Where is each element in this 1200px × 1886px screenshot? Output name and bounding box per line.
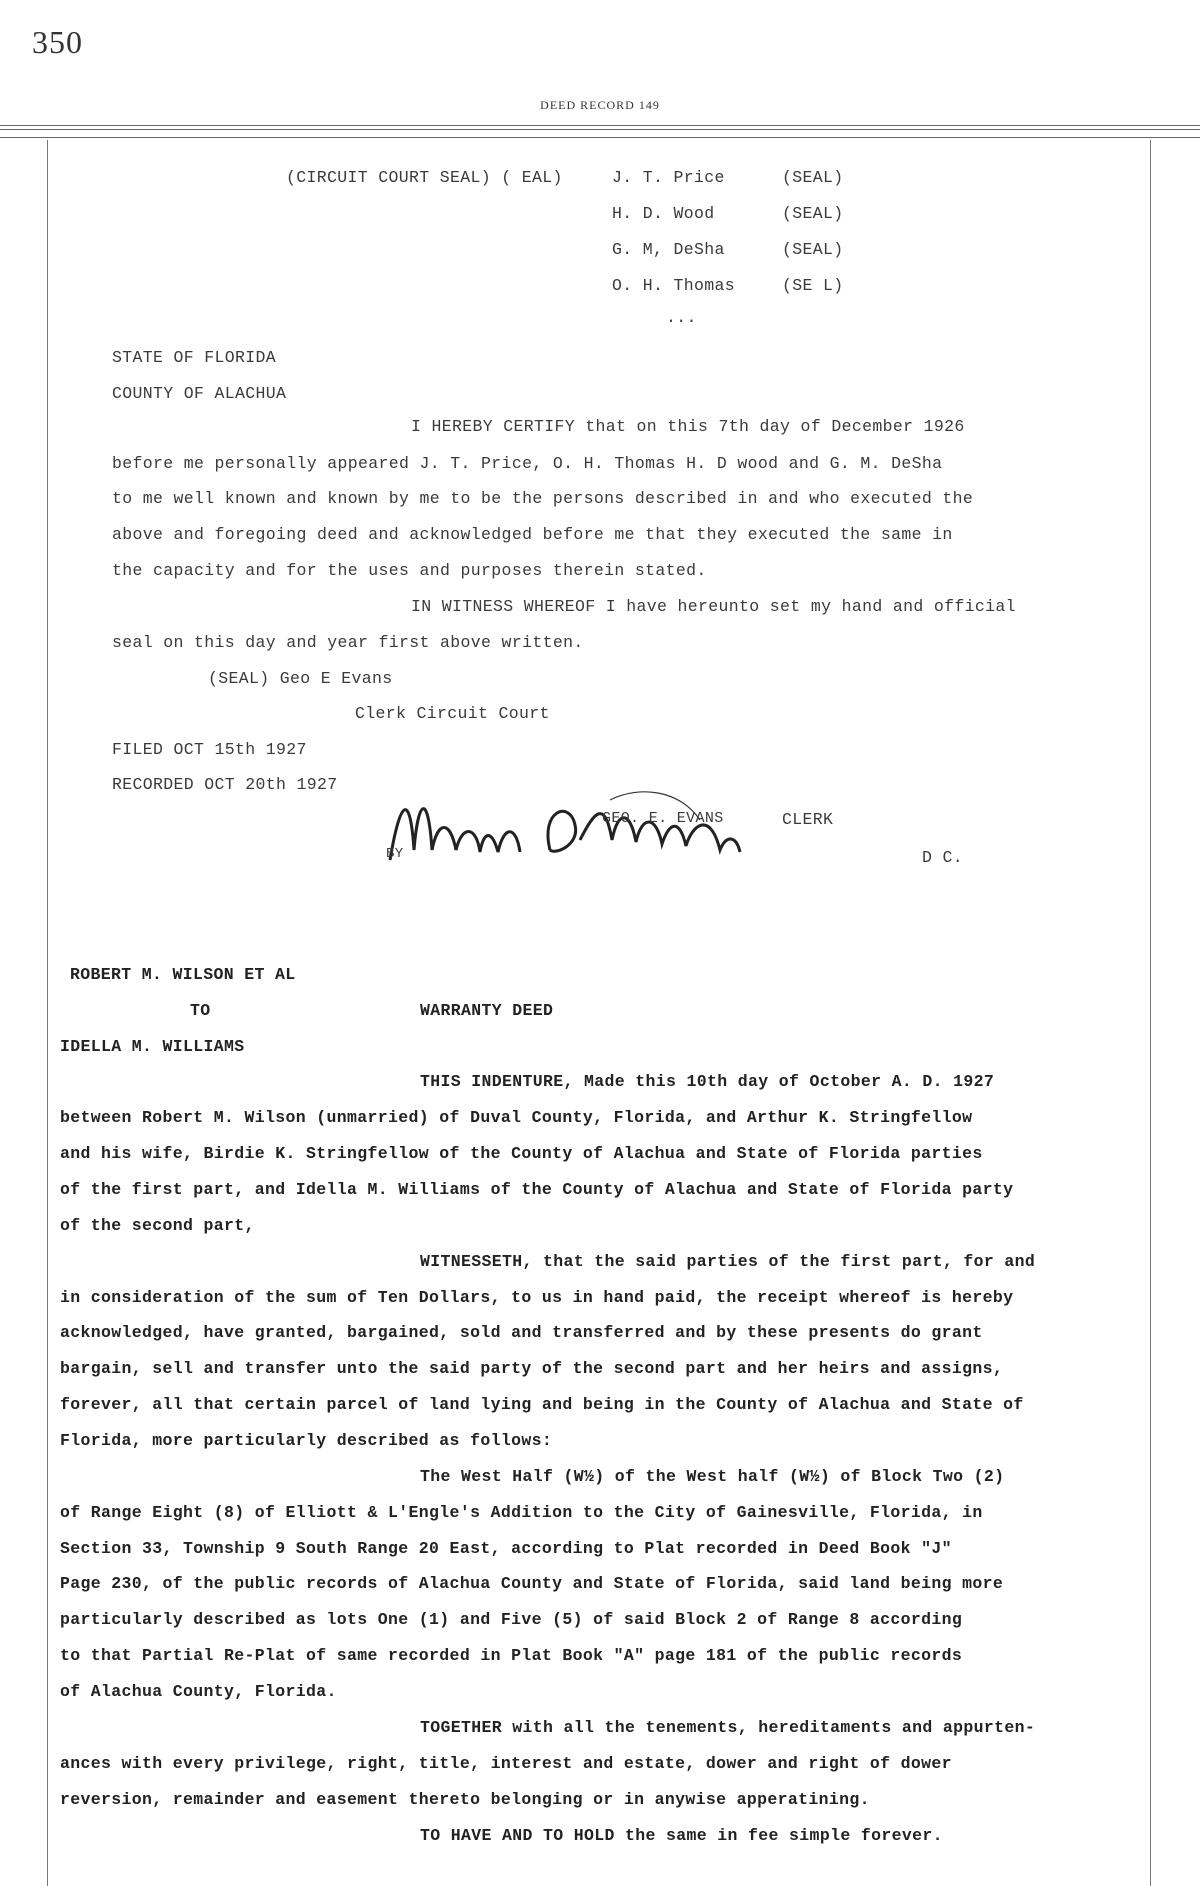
header-rule-top <box>0 125 1200 126</box>
ellipsis: ... <box>666 308 697 327</box>
deed-type: WARRANTY DEED <box>420 1001 554 1020</box>
deed-line: of Range Eight (8) of Elliott & L'Engle's Addition to the City of Gainesville, Florida, in <box>60 1503 983 1522</box>
signer-seal: (SEAL) <box>782 204 844 223</box>
deed-line: forever, all that certain parcel of land lying and being in the County of Alachua and State of <box>60 1395 1024 1414</box>
ack-line: above and foregoing deed and acknowledged before me that they executed the same in <box>112 525 953 544</box>
deed-line: TOGETHER with all the tenements, hereditaments and appurten- <box>420 1718 1036 1737</box>
deed-line: reversion, remainder and easement thereto belonging or in anywise apperatining. <box>60 1790 870 1809</box>
signer-name: G. M, DeSha <box>612 240 725 259</box>
page-number: 350 <box>32 24 83 60</box>
county-heading: COUNTY OF ALACHUA <box>112 384 287 403</box>
handwritten-signature <box>380 780 800 890</box>
deed-line: The West Half (W½) of the West half (W½) of Block Two (2) <box>420 1467 1005 1486</box>
deed-line: of Alachua County, Florida. <box>60 1682 337 1701</box>
deputy-clerk: D C. <box>922 848 964 867</box>
header-rule-bottom <box>0 129 1200 130</box>
ack-line: seal on this day and year first above written. <box>112 633 584 652</box>
clerk-role: CLERK <box>782 810 834 829</box>
header-rule-thin <box>0 137 1200 138</box>
grantor: ROBERT M. WILSON ET AL <box>70 965 296 984</box>
deed-line: to that Partial Re-Plat of same recorded in Plat Book "A" page 181 of the public records <box>60 1646 963 1665</box>
signer-name: H. D. Wood <box>612 204 715 223</box>
by-label: BY <box>386 846 404 862</box>
deed-line: of the second part, <box>60 1216 255 1235</box>
ack-line: IN WITNESS WHEREOF I have hereunto set my hand and official <box>411 597 1016 616</box>
deed-line: TO HAVE AND TO HOLD the same in fee simple forever. <box>420 1826 943 1845</box>
grantee: IDELLA M. WILLIAMS <box>60 1037 245 1056</box>
ack-line: before me personally appeared J. T. Price, O. H. Thomas H. D wood and G. M. DeSha <box>112 454 943 473</box>
recorded-date: RECORDED OCT 20th 1927 <box>112 775 338 794</box>
deed-line: of the first part, and Idella M. Williams of the County of Alachua and State of Florida party <box>60 1180 1014 1199</box>
ack-line: the capacity and for the uses and purposes therein stated. <box>112 561 707 580</box>
deed-line: Section 33, Township 9 South Range 20 East, according to Plat recorded in Deed Book "J" <box>60 1539 952 1558</box>
signer-seal: (SEAL) <box>782 168 844 187</box>
deed-line: THIS INDENTURE, Made this 10th day of October A. D. 1927 <box>420 1072 995 1091</box>
deed-line: Page 230, of the public records of Alachua County and State of Florida, said land being more <box>60 1574 1004 1593</box>
deed-line: acknowledged, have granted, bargained, sold and transferred and by these presents do grant <box>60 1323 983 1342</box>
filed-date: FILED OCT 15th 1927 <box>112 740 307 759</box>
clerk-name-stamp: GEO. E. EVANS <box>602 810 724 827</box>
deed-line: WITNESSETH, that the said parties of the first part, for and <box>420 1252 1036 1271</box>
state-heading: STATE OF FLORIDA <box>112 348 277 367</box>
deed-line: in consideration of the sum of Ten Dollars, to us in hand paid, the receipt whereof is hereby <box>60 1288 1014 1307</box>
signer-name: O. H. Thomas <box>612 276 736 295</box>
deed-line: between Robert M. Wilson (unmarried) of Duval County, Florida, and Arthur K. Stringfellow <box>60 1108 973 1127</box>
ack-line: to me well known and known by me to be the persons described in and who executed the <box>112 489 974 508</box>
to-label: TO <box>190 1001 211 1020</box>
clerk-title: Clerk Circuit Court <box>355 704 550 723</box>
signer-seal: (SE L) <box>782 276 844 295</box>
deed-line: particularly described as lots One (1) and Five (5) of said Block 2 of Range 8 according <box>60 1610 963 1629</box>
right-margin-line <box>1150 140 1151 1886</box>
ack-line: I HEREBY CERTIFY that on this 7th day of December 1926 <box>411 417 965 436</box>
clerk-signature: (SEAL) Geo E Evans <box>208 669 393 688</box>
deed-line: bargain, sell and transfer unto the said party of the second part and her heirs and assigns, <box>60 1359 1004 1378</box>
left-margin-line <box>47 140 48 1886</box>
record-title: DEED RECORD 149 <box>540 98 660 112</box>
deed-line: and his wife, Birdie K. Stringfellow of the County of Alachua and State of Florida parties <box>60 1144 983 1163</box>
court-seal: (CIRCUIT COURT SEAL) ( EAL) <box>286 168 563 187</box>
deed-line: ances with every privilege, right, title, interest and estate, dower and right of dower <box>60 1754 952 1773</box>
deed-line: Florida, more particularly described as follows: <box>60 1431 553 1450</box>
signer-seal: (SEAL) <box>782 240 844 259</box>
signer-name: J. T. Price <box>612 168 725 187</box>
